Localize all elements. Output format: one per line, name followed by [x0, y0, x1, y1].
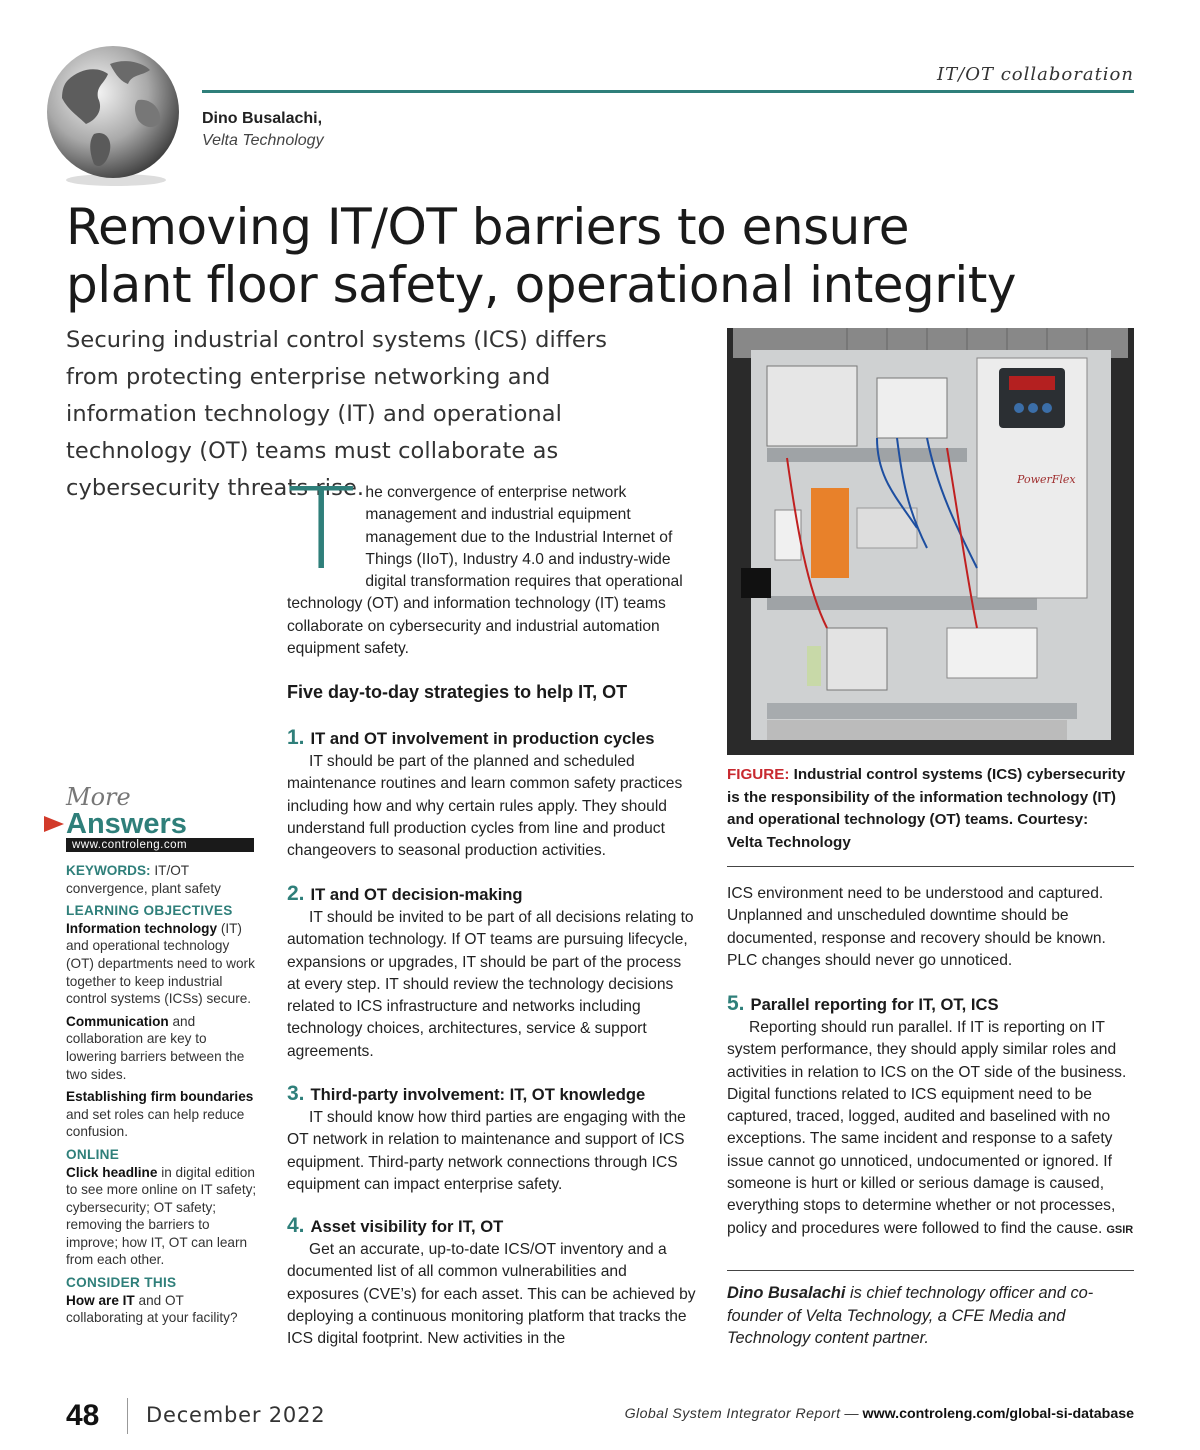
headline-line-2: plant floor safety, operational integrity — [66, 256, 1016, 314]
deck: Securing industrial control systems (ICS) differs from protecting enterprise networking and information technology (IT) and operational technology (OT) teams must collaborate as cybersecurity threats rise. — [66, 327, 608, 501]
page-number: 48 — [66, 1399, 100, 1432]
strategy-title-text: Third-party involvement: IT, OT knowledge — [310, 1085, 646, 1104]
end-mark: GSIR — [1106, 1223, 1134, 1236]
author-byline — [202, 108, 324, 152]
intro-text: he convergence of enterprise network management and industrial equipment management due to the Industrial Internet of Things (IIoT), Industry 4.0 and industry-wide digital transformation requires that operational technology (OT) and information technology (IT) teams collaborate on cybersecurity and industrial automation equipment safety. — [287, 484, 683, 658]
consider-text-block — [66, 1292, 258, 1327]
objective-bold: Communication — [66, 1013, 169, 1029]
header-rule — [202, 90, 1134, 93]
caption-divider — [727, 866, 1134, 867]
author-bio — [727, 1282, 1134, 1350]
online-heading: ONLINE — [66, 1146, 120, 1162]
more-answers-logo[interactable] — [66, 784, 256, 852]
strategy-number: 4. — [287, 1214, 305, 1237]
strategy-body: IT should be invited to be part of all decisions relating to automation technology. If OT teams are pursuing lifecycle, expansions or upgrades, IT should be part of the process at every step. IT should review the technology decisions related to ICS infrastructure and networks including technology choices, architectures, service & support agreements. — [287, 909, 694, 1060]
globe-icon — [38, 40, 188, 190]
strategy-number: 2. — [287, 882, 305, 905]
strategy-body-text: Reporting should run parallel. If IT is reporting on IT system performance, they should apply similar roles and activities in relation to ICS on the OT side of the business. Digital functions related to ICS equipment need to be captured, traced, logged, audited and baselined with no exceptions. The same incident and response to a safety issue cannot go unnoticed, undocumented or ignored. If someone is hurt or killed or serious damage is caused, everything stops to determine whether or not processes, policy and procedures were followed to find the cause. — [727, 1019, 1127, 1237]
bio-divider — [727, 1270, 1134, 1271]
strategy-title-text: Parallel reporting for IT, OT, ICS — [750, 995, 999, 1014]
strategy-title — [287, 726, 697, 751]
continuation-paragraph: ICS environment need to be understood and captured. Unplanned and unscheduled downtime should be documented, response and recovery should be known. PLC changes should never go unnoticed. — [727, 885, 1106, 969]
keywords — [66, 862, 258, 897]
figure-label: FIGURE: — [727, 766, 790, 783]
footer-dash: — — [840, 1406, 863, 1422]
strategy-1 — [287, 726, 697, 862]
consider-heading: CONSIDER THIS — [66, 1275, 177, 1291]
drop-cap: T — [287, 465, 356, 595]
consider-bold: How are IT — [66, 1292, 135, 1308]
objective-text: (IT) and operational technology (OT) departments need to work together to keep industrial control systems (ICSs) secure. — [66, 920, 255, 1007]
bio-name: Dino Busalachi — [727, 1284, 846, 1302]
learning-objectives-heading: LEARNING OBJECTIVES — [66, 903, 233, 919]
control-panel-photo — [727, 328, 1134, 755]
objective-2 — [66, 1013, 258, 1083]
strategy-number: 3. — [287, 1082, 305, 1105]
strategy-title-text: IT and OT involvement in production cycles — [310, 729, 655, 748]
author-name: Dino Busalachi, — [202, 110, 323, 127]
strategy-body — [727, 1017, 1134, 1241]
keywords-label: KEYWORDS: — [66, 863, 151, 878]
figure-caption-text: Industrial control systems (ICS) cybersecurity is the responsibility of the information technology (IT) and operational technology (OT) teams. Courtesy: Velta Technology — [727, 766, 1126, 851]
strategy-4 — [287, 1214, 697, 1350]
arrow-icon — [44, 816, 64, 832]
strategy-title-text: Asset visibility for IT, OT — [310, 1217, 504, 1236]
strategy-5 — [727, 992, 1134, 1241]
answers-text: Answers — [66, 808, 187, 840]
strategies-heading: Five day-to-day strategies to help IT, OT — [287, 682, 628, 702]
intro-paragraph — [287, 465, 693, 660]
strategy-title-text: IT and OT decision-making — [310, 885, 523, 904]
strategy-3 — [287, 1082, 697, 1196]
online-text-block — [66, 1164, 258, 1270]
strategy-title — [727, 992, 1134, 1017]
issue-date: December 2022 — [146, 1403, 326, 1427]
sidebar-url[interactable]: www.controleng.com — [66, 838, 254, 852]
objective-3 — [66, 1088, 258, 1141]
strategy-body: Get an accurate, up-to-date ICS/OT inventory and a documented list of all common vulnerabilities and exposures (CVE’s) for each asset. This can be achieved by deploying a continuous monitoring platform that tracks the ICS digital footprint. New activities in the — [287, 1241, 696, 1348]
more-label: More — [66, 783, 131, 811]
answers-label — [66, 810, 256, 838]
strategy-title — [287, 882, 697, 907]
strategy-body: IT should be part of the planned and scheduled maintenance routines and learn common safety practices including how and why certain rules apply. They should understand full production cycles from line and product changeovers to seasonal production activities. — [287, 753, 683, 860]
drive-brand-label: PowerFlex — [1017, 473, 1076, 486]
keywords-text: IT/OT convergence, plant safety — [66, 863, 221, 896]
online-text: in digital edition to see more online on IT safety; cybersecurity; OT safety; removing the barriers to improve; how IT, OT can learn from each other. — [66, 1164, 257, 1268]
objective-bold: Establishing firm boundaries — [66, 1089, 254, 1105]
publication-name: Global System Integrator Report — [624, 1406, 841, 1422]
footer-credit — [625, 1406, 1134, 1422]
objective-text: and set roles can help reduce confusion. — [66, 1106, 245, 1140]
figure-caption — [727, 764, 1127, 854]
strategy-number: 5. — [727, 992, 745, 1015]
headline-line-1: Removing IT/OT barriers to ensure — [66, 198, 910, 256]
strategy-number: 1. — [287, 726, 305, 749]
headline[interactable] — [66, 198, 1146, 314]
section-label: IT/OT collaboration — [937, 64, 1134, 85]
online-bold: Click headline — [66, 1164, 158, 1180]
bio-text: is chief technology officer and co-founder of Velta Technology, a CFE Media and Technology content partner. — [727, 1284, 1094, 1347]
footer-url[interactable]: www.controleng.com/global-si-database — [862, 1406, 1134, 1422]
strategy-title — [287, 1214, 697, 1239]
objective-bold: Information technology — [66, 920, 218, 936]
objective-1 — [66, 920, 258, 1008]
objective-text: and collaboration are key to lowering barriers between the two sides. — [66, 1013, 245, 1082]
sidebar — [66, 862, 258, 1332]
consider-text: and OT collaborating at your facility? — [66, 1292, 238, 1326]
strategy-title — [287, 1082, 697, 1107]
strategy-2 — [287, 882, 697, 1063]
strategy-body: IT should know how third parties are engaging with the OT network in relation to maintenance and support of ICS equipment. Third-party network connections through ICS equipment can impact enterprise safety. — [287, 1109, 686, 1193]
footer-divider — [127, 1398, 128, 1434]
author-company: Velta Technology — [202, 132, 324, 149]
